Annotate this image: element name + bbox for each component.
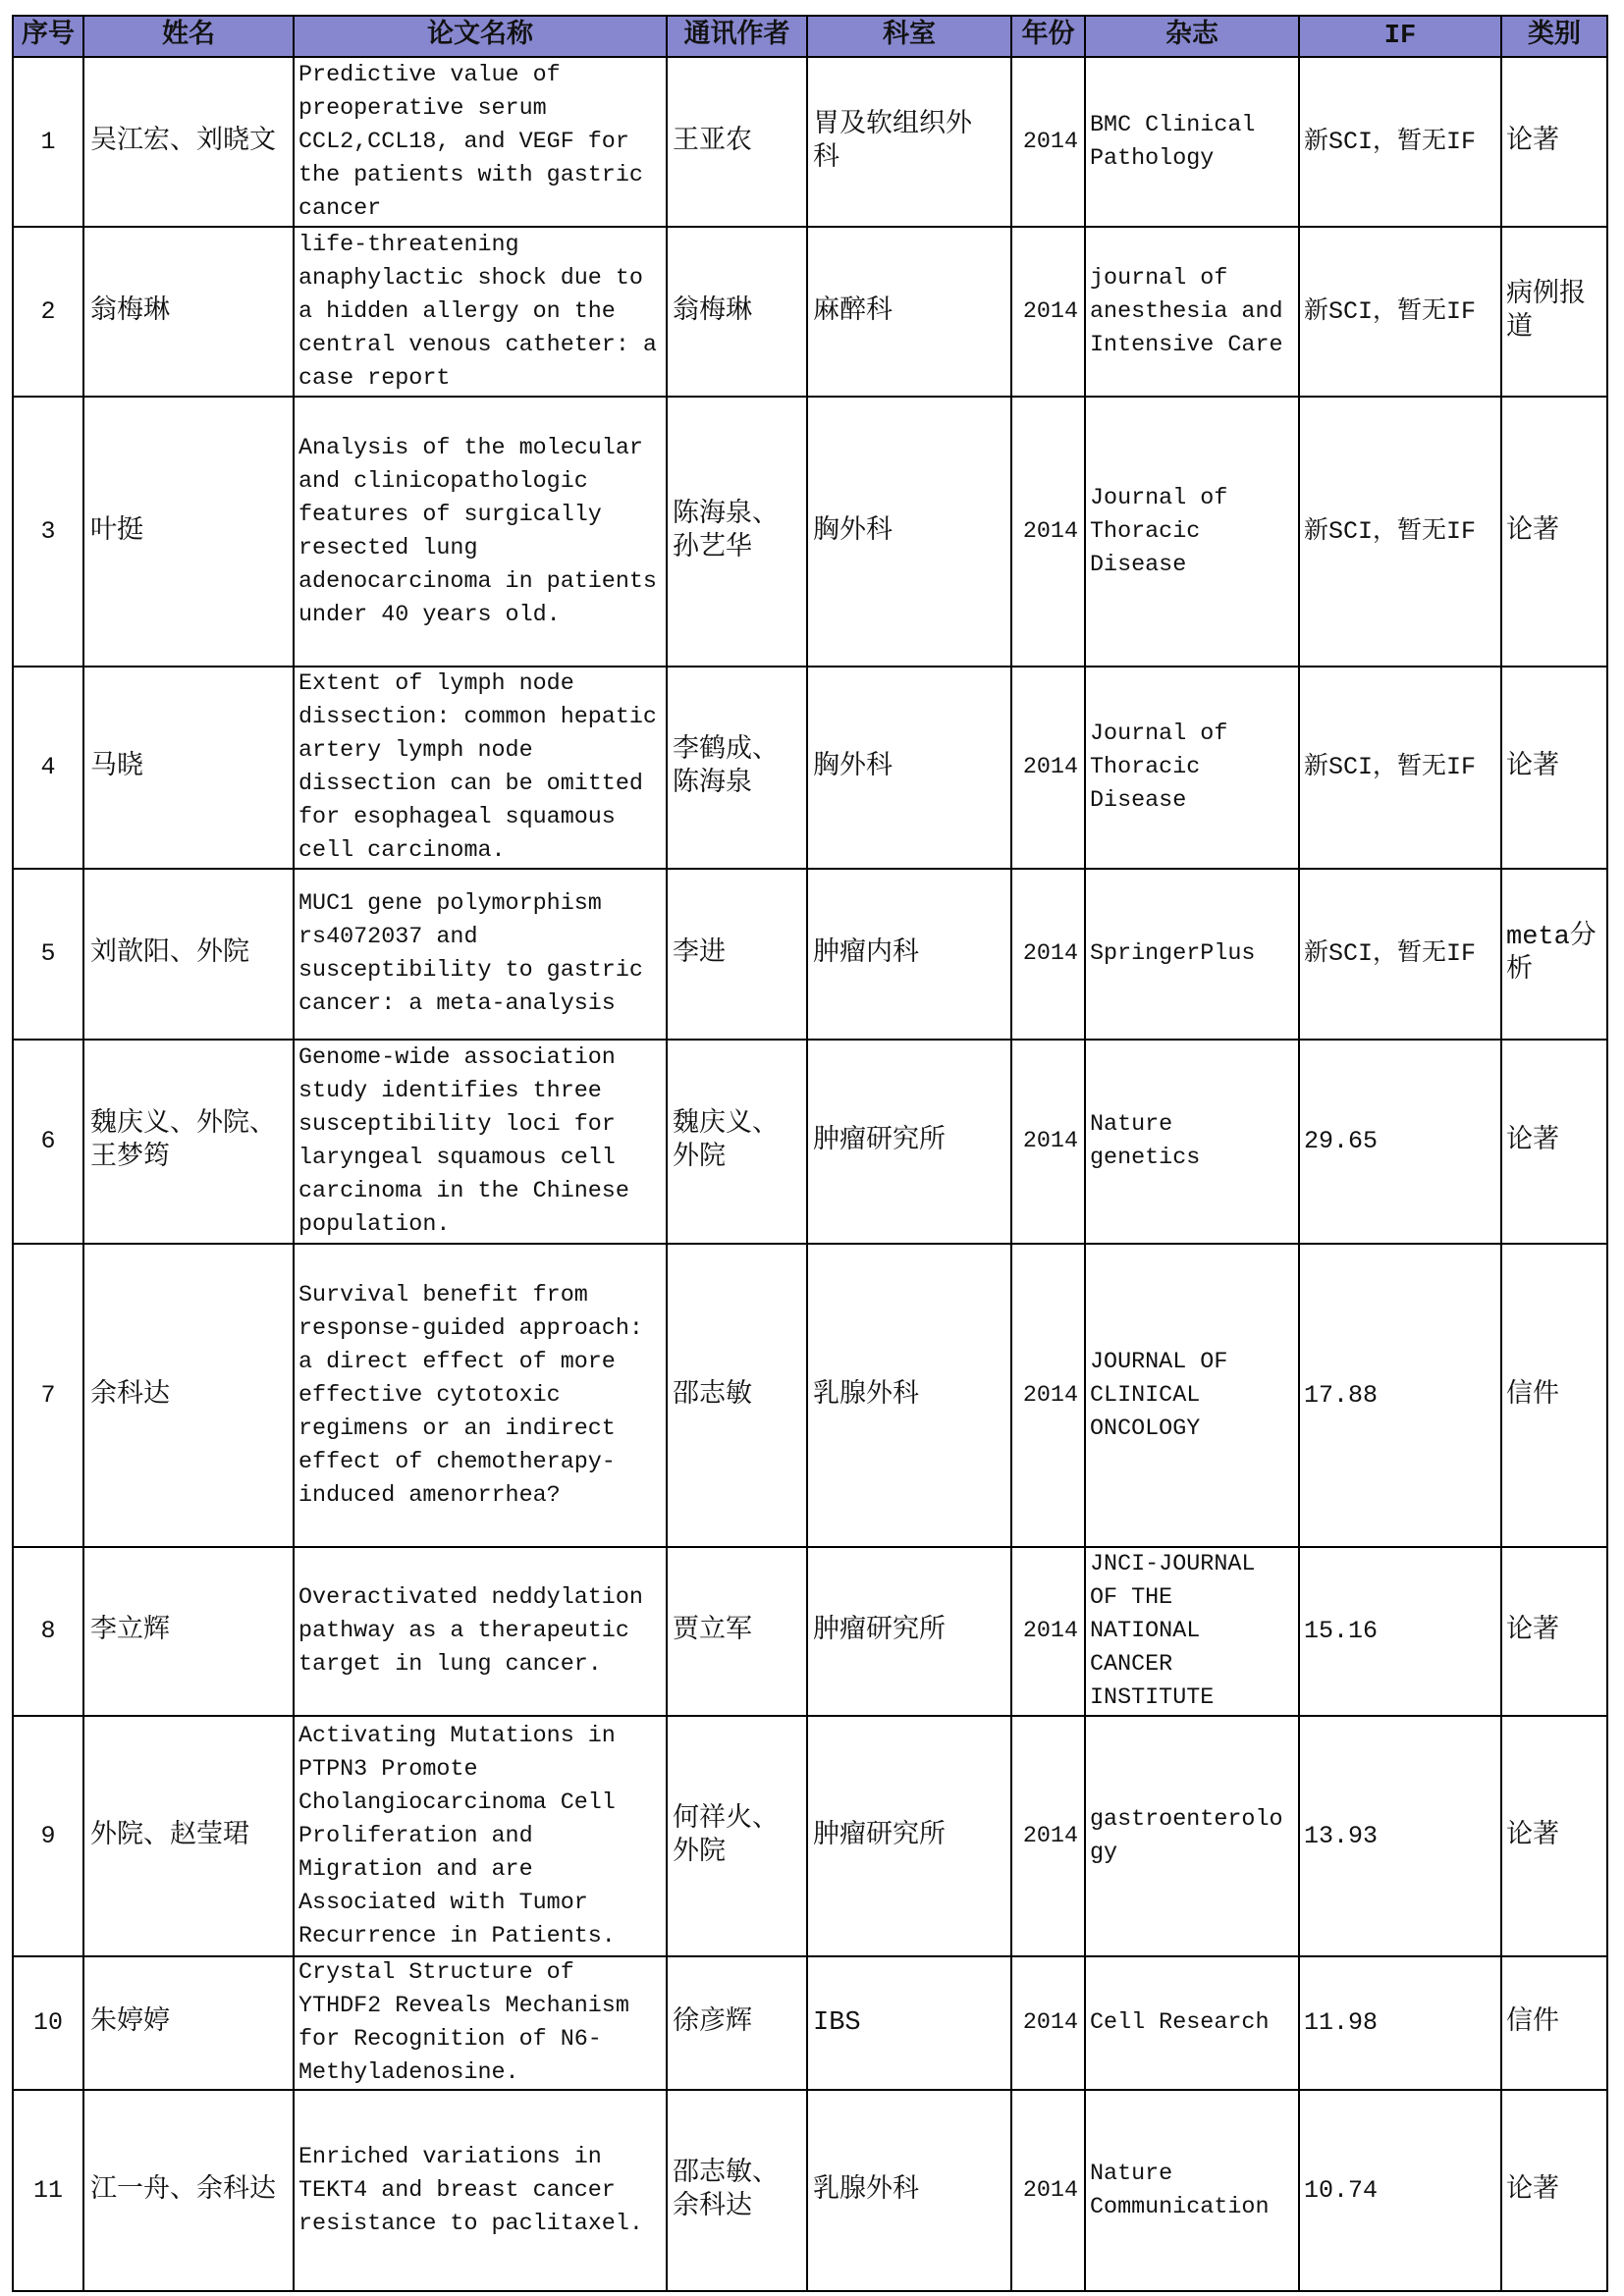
cell-author-name: 刘歆阳、外院 [84,870,295,1041]
cell-category: 论著 [1502,1548,1608,1717]
cell-category: meta分析 [1502,870,1608,1041]
cell-corresponding-author: 李进 [668,870,808,1041]
cell-department: 胃及软组织外科 [808,58,1012,228]
cell-journal: Nature Communication [1086,2091,1300,2292]
cell-impact-factor: 15.16 [1300,1548,1502,1717]
cell-department: 胸外科 [808,667,1012,870]
table-row [14,870,1608,1041]
cell-index: 8 [14,1548,84,1717]
header-journal: 杂志 [1086,17,1300,58]
cell-year: 2014 [1012,1717,1086,1957]
cell-department: 肿瘤内科 [808,870,1012,1041]
cell-author-name: 马晓 [84,667,295,870]
cell-corresponding-author: 徐彦辉 [668,1957,808,2091]
table-row [14,228,1608,398]
cell-paper-title: Predictive value of preoperative serum CCL2,CCL18, and VEGF for the patients with gastric cancer [295,58,668,228]
cell-year: 2014 [1012,1041,1086,1245]
header-name: 姓名 [84,17,295,58]
cell-impact-factor: 11.98 [1300,1957,1502,2091]
table-row [14,2091,1608,2292]
cell-corresponding-author: 王亚农 [668,58,808,228]
cell-impact-factor: 29.65 [1300,1041,1502,1245]
cell-department: 肿瘤研究所 [808,1717,1012,1957]
cell-impact-factor: 10.74 [1300,2091,1502,2292]
table-row [14,1548,1608,1717]
cell-category: 论著 [1502,1041,1608,1245]
cell-index: 9 [14,1717,84,1957]
cell-department: 乳腺外科 [808,2091,1012,2292]
cell-paper-title: Genome-wide association study identifies three susceptibility loci for laryngeal squamous cell carcinoma in the Chinese population. [295,1041,668,1245]
cell-department: 乳腺外科 [808,1245,1012,1548]
table-row [14,58,1608,228]
cell-impact-factor: 新SCI，暂无IF [1300,398,1502,667]
cell-journal: Nature genetics [1086,1041,1300,1245]
cell-journal: Cell Research [1086,1957,1300,2091]
cell-category: 论著 [1502,398,1608,667]
cell-corresponding-author: 邵志敏 [668,1245,808,1548]
cell-category: 病例报道 [1502,228,1608,398]
cell-category: 信件 [1502,1245,1608,1548]
cell-index: 7 [14,1245,84,1548]
table-header-row [14,17,1608,58]
cell-corresponding-author: 邵志敏、余科达 [668,2091,808,2292]
cell-paper-title: Extent of lymph node dissection: common hepatic artery lymph node dissection can be omitted for esophageal squamous cell carcinoma. [295,667,668,870]
cell-index: 2 [14,228,84,398]
cell-paper-title: Analysis of the molecular and clinicopathologic features of surgically resected lung adenocarcinoma in patients under 40 years old. [295,398,668,667]
cell-corresponding-author: 魏庆义、外院 [668,1041,808,1245]
cell-year: 2014 [1012,398,1086,667]
cell-corresponding-author: 李鹤成、陈海泉 [668,667,808,870]
cell-category: 论著 [1502,58,1608,228]
cell-author-name: 魏庆义、外院、王梦筠 [84,1041,295,1245]
cell-year: 2014 [1012,2091,1086,2292]
header-department: 科室 [808,17,1012,58]
cell-index: 5 [14,870,84,1041]
cell-year: 2014 [1012,58,1086,228]
table-row [14,1957,1608,2091]
header-impact-factor: IF [1300,17,1502,58]
header-paper-title: 论文名称 [295,17,668,58]
header-category: 类别 [1502,17,1608,58]
cell-journal: SpringerPlus [1086,870,1300,1041]
cell-journal: journal of anesthesia and Intensive Care [1086,228,1300,398]
cell-paper-title: Survival benefit from response-guided approach: a direct effect of more effective cytotoxic regimens or an indirect effect of chemotherapy-induced amenorrhea? [295,1245,668,1548]
cell-paper-title: MUC1 gene polymorphism rs4072037 and susceptibility to gastric cancer: a meta-analysis [295,870,668,1041]
cell-author-name: 江一舟、余科达 [84,2091,295,2292]
cell-year: 2014 [1012,667,1086,870]
cell-year: 2014 [1012,1245,1086,1548]
cell-year: 2014 [1012,228,1086,398]
cell-journal: Journal of Thoracic Disease [1086,667,1300,870]
cell-paper-title: Crystal Structure of YTHDF2 Reveals Mechanism for Recognition of N6-Methyladenosine. [295,1957,668,2091]
cell-paper-title: Enriched variations in TEKT4 and breast cancer resistance to paclitaxel. [295,2091,668,2292]
cell-journal: BMC Clinical Pathology [1086,58,1300,228]
cell-journal: JNCI-JOURNAL OF THE NATIONAL CANCER INSTITUTE [1086,1548,1300,1717]
cell-index: 1 [14,58,84,228]
cell-department: 肿瘤研究所 [808,1548,1012,1717]
cell-corresponding-author: 贾立军 [668,1548,808,1717]
cell-author-name: 翁梅琳 [84,228,295,398]
cell-department: 肿瘤研究所 [808,1041,1012,1245]
cell-journal: gastroenterology [1086,1717,1300,1957]
table-row [14,1245,1608,1548]
cell-impact-factor: 新SCI，暂无IF [1300,58,1502,228]
table-row [14,1717,1608,1957]
cell-journal: JOURNAL OF CLINICAL ONCOLOGY [1086,1245,1300,1548]
cell-department: IBS [808,1957,1012,2091]
cell-impact-factor: 新SCI，暂无IF [1300,667,1502,870]
cell-impact-factor: 13.93 [1300,1717,1502,1957]
cell-corresponding-author: 翁梅琳 [668,228,808,398]
header-year: 年份 [1012,17,1086,58]
header-corresponding-author: 通讯作者 [668,17,808,58]
cell-impact-factor: 新SCI，暂无IF [1300,870,1502,1041]
cell-year: 2014 [1012,1957,1086,2091]
table-row [14,398,1608,667]
cell-author-name: 余科达 [84,1245,295,1548]
cell-impact-factor: 17.88 [1300,1245,1502,1548]
table-row [14,1041,1608,1245]
cell-journal: Journal of Thoracic Disease [1086,398,1300,667]
table-row [14,667,1608,870]
cell-author-name: 外院、赵莹珺 [84,1717,295,1957]
cell-author-name: 朱婷婷 [84,1957,295,2091]
cell-category: 论著 [1502,2091,1608,2292]
publications-table [12,15,1608,2292]
cell-index: 10 [14,1957,84,2091]
cell-author-name: 吴江宏、刘晓文 [84,58,295,228]
cell-index: 3 [14,398,84,667]
cell-index: 6 [14,1041,84,1245]
cell-author-name: 李立辉 [84,1548,295,1717]
cell-impact-factor: 新SCI，暂无IF [1300,228,1502,398]
cell-category: 论著 [1502,1717,1608,1957]
cell-paper-title: life-threatening anaphylactic shock due to a hidden allergy on the central venous catheter: a case report [295,228,668,398]
cell-category: 信件 [1502,1957,1608,2091]
cell-paper-title: Overactivated neddylation pathway as a therapeutic target in lung cancer. [295,1548,668,1717]
cell-department: 麻醉科 [808,228,1012,398]
cell-corresponding-author: 陈海泉、孙艺华 [668,398,808,667]
cell-year: 2014 [1012,1548,1086,1717]
cell-department: 胸外科 [808,398,1012,667]
cell-index: 11 [14,2091,84,2292]
cell-category: 论著 [1502,667,1608,870]
cell-paper-title: Activating Mutations in PTPN3 Promote Cholangiocarcinoma Cell Proliferation and Migration and are Associated with Tumor Recurrence in Patients. [295,1717,668,1957]
header-index: 序号 [14,17,84,58]
cell-corresponding-author: 何祥火、外院 [668,1717,808,1957]
cell-index: 4 [14,667,84,870]
cell-author-name: 叶挺 [84,398,295,667]
cell-year: 2014 [1012,870,1086,1041]
